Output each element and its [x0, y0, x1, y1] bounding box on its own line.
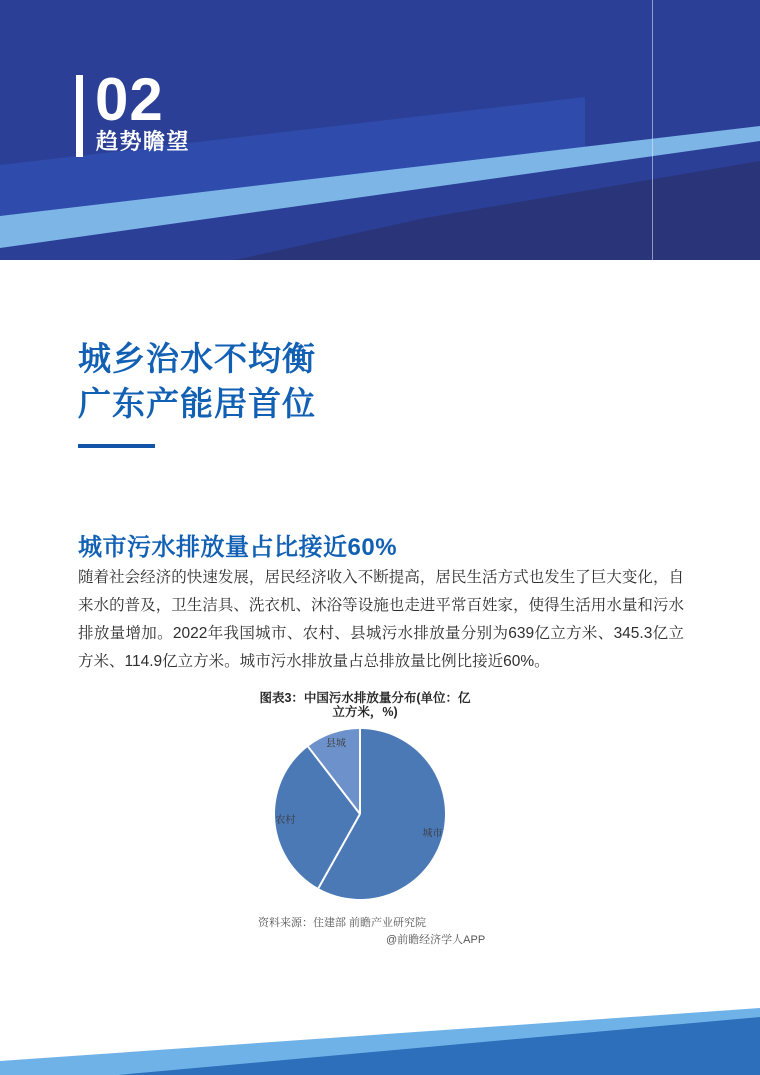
- pie-label-县城: 县城: [325, 738, 346, 750]
- pie-label-农村: 农村: [275, 814, 296, 826]
- chart-watermark: @前瞻经济学人APP: [386, 934, 486, 946]
- page-title-line2: 广东产能居首位: [78, 385, 316, 422]
- chapter-number: 02: [95, 66, 164, 133]
- pie-chart: [260, 714, 460, 914]
- page-title: [78, 336, 316, 426]
- chart-title-line2: 立方米，%): [332, 705, 398, 719]
- chapter-title: 趋势瞻望: [96, 129, 191, 154]
- footer-banner: [0, 1000, 760, 1075]
- chart-title-line1: 图表3：中国污水排放量分布(单位：亿: [259, 691, 471, 705]
- body-paragraph: 随着社会经济的快速发展，居民经济收入不断提高，居民生活方式也发生了巨大变化，自来水的普及，卫生洁具、洗衣机、沐浴等设施也走进平常百姓家，使得生活用水量和污水排放量增加。2022年我国城市、农村、县城污水排放量分别为639亿立方米、345.3亿立方米、114.9亿立方米。城市污水排放量占总排放量比例比接近60%。: [78, 569, 684, 670]
- section-heading: 城市污水排放量占比接近60%: [78, 534, 398, 561]
- pie-label-城市: 城市: [422, 828, 443, 840]
- chapter-accent-bar: [76, 75, 83, 157]
- header-banner: [0, 0, 760, 260]
- pie-chart-container: [260, 714, 460, 914]
- title-underline: [78, 444, 155, 448]
- header-vertical-divider: [652, 0, 653, 260]
- chart-source: 资料来源：住建部 前瞻产业研究院: [258, 917, 427, 929]
- page-title-line1: 城乡治水不均衡: [78, 340, 316, 377]
